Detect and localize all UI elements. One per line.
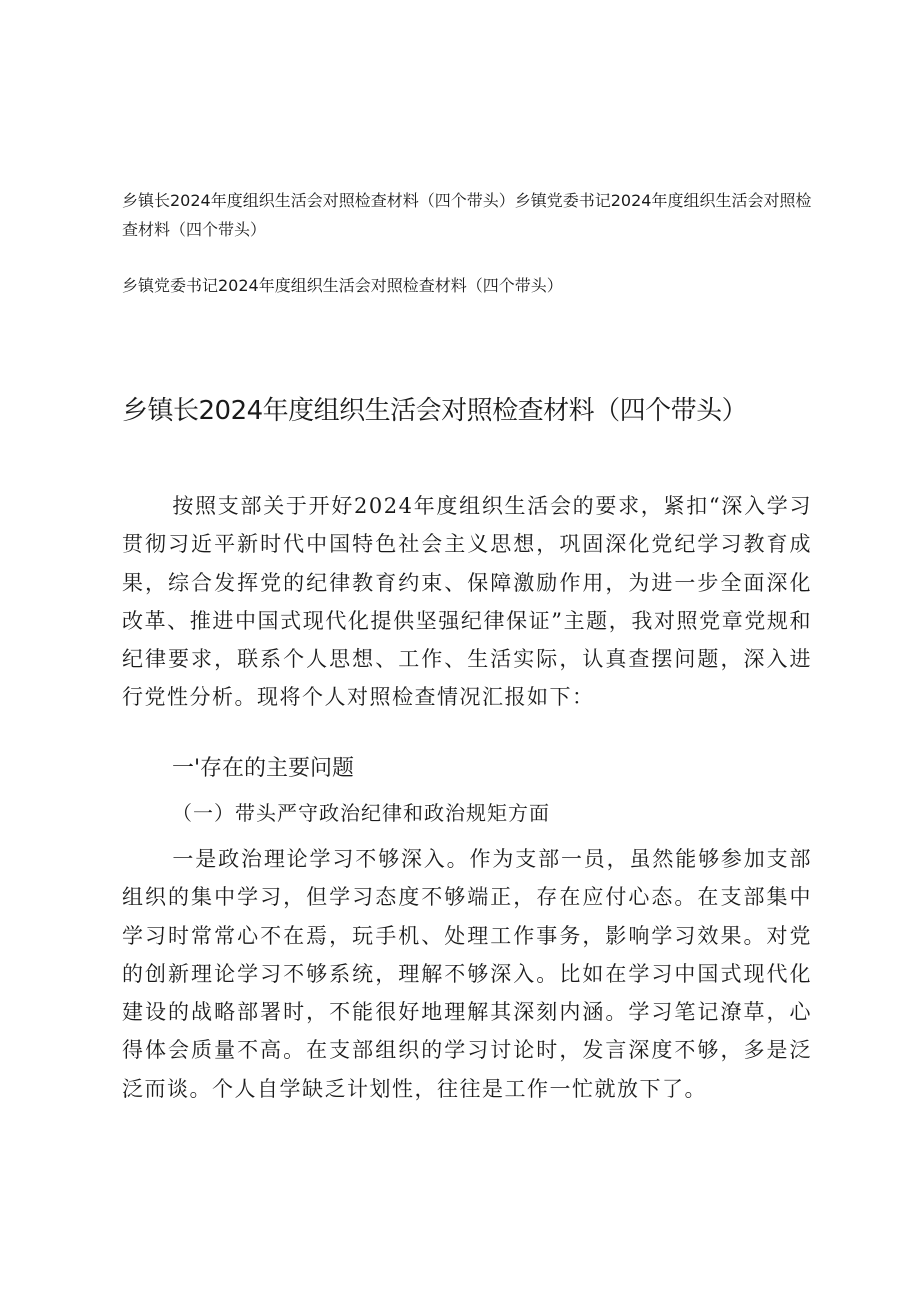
section-heading: 一'存在的主要问题 bbox=[172, 756, 355, 781]
intro-paragraph: 按照支部关于开好2024年度组织生活会的要求，紧扣“深入学习贯彻习近平新时代中国特色社会主义思想，巩固深化党纪学习教育成果，综合发挥党的纪律教育约束、保障激励作用，为进一步全面深化改革、推进中国式现代化提供坚强纪律保证”主题，我对照党章党规和纪律要求，联系个人思想、工作、生活实际，认真查摆问题，深入进行党性分析。现将个人对照检查情况汇报如下： bbox=[122, 494, 812, 710]
toc-entry: 乡镇党委书记2024年度组织生活会对照检查材料（四个带头） bbox=[122, 276, 563, 295]
body-paragraph: 一是政治理论学习不够深入。作为支部一员，虽然能够参加支部组织的集中学习，但学习态度不够端正，存在应付心态。在支部集中学习时常常心不在焉，玩手机、处理工作事务，影响学习效果。对党的创新理论学习不够系统，理解不够深入。比如在学习中国式现代化建设的战略部署时，不能很好地理解其深刻内涵。学习笔记潦草，心得体会质量不高。在支部组织的学习讨论时，发言深度不够，多是泛泛而谈。个人自学缺乏计划性，往往是工作一忙就放下了。 bbox=[122, 847, 812, 1101]
toc-entry: 乡镇长2024年度组织生活会对照检查材料（四个带头）乡镇党委书记2024年度组织生活会对照检查材料（四个带头） bbox=[122, 191, 812, 239]
document-title: 乡镇长2024年度组织生活会对照检查材料（四个带头） bbox=[122, 396, 748, 426]
subsection-heading: （一）带头严守政治纪律和政治规矩方面 bbox=[172, 801, 550, 825]
